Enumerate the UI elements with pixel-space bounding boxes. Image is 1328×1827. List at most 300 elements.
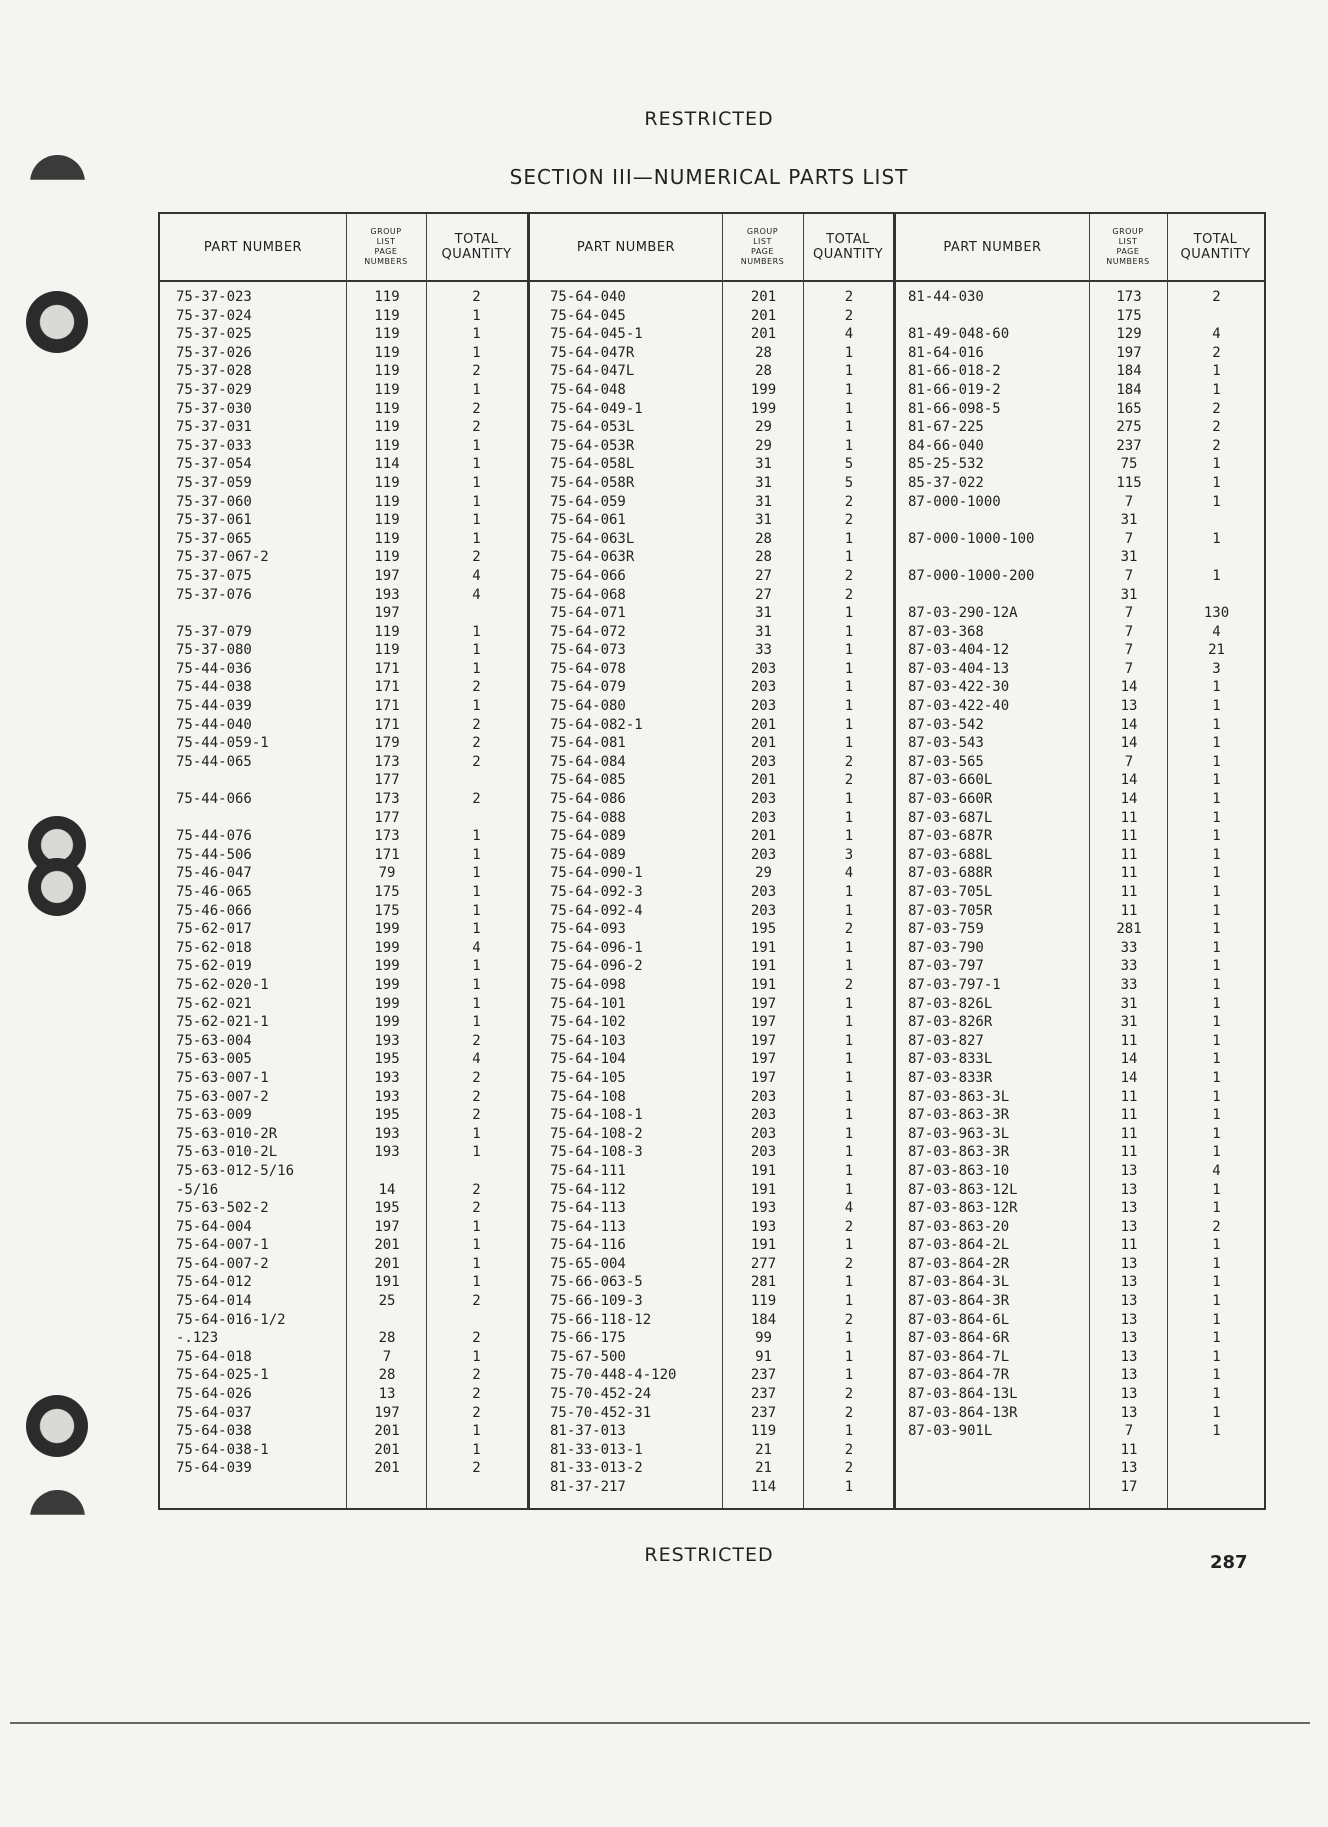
quantity-cell: 1 bbox=[472, 512, 481, 529]
group-page-cell: 191 bbox=[750, 1237, 777, 1254]
part-number-cell: 87-03-864-13L bbox=[908, 1386, 1018, 1403]
quantity-cell: 1 bbox=[472, 642, 481, 659]
group-page-cell: 193 bbox=[374, 1088, 400, 1105]
quantity-cell: 1 bbox=[472, 921, 481, 938]
quantity-cell: 1 bbox=[1212, 474, 1221, 491]
quantity-cell: 1 bbox=[1212, 753, 1221, 770]
quantity-cell: 1 bbox=[1212, 567, 1221, 584]
group-page-cell: 203 bbox=[750, 753, 777, 770]
quantity-cell: 1 bbox=[472, 1125, 481, 1142]
group-page-cell: 27 bbox=[755, 567, 772, 584]
quantity-cell: 2 bbox=[844, 567, 854, 584]
group-page-cell: 281 bbox=[1116, 921, 1142, 938]
page-edge-line bbox=[10, 1722, 1310, 1724]
part-number-cell: 75-64-025-1 bbox=[176, 1367, 269, 1384]
part-number-cell: 75-44-506 bbox=[176, 846, 252, 863]
part-number-cell: 87-03-422-30 bbox=[908, 679, 1010, 696]
group-page-cell: 275 bbox=[1116, 419, 1142, 436]
group-page-cell: 193 bbox=[374, 586, 400, 603]
part-number-cell: 75-64-073 bbox=[550, 642, 626, 659]
quantity-cell: 2 bbox=[472, 1032, 481, 1049]
part-number-cell: 75-37-079 bbox=[176, 623, 252, 640]
group-page-cell: 13 bbox=[1120, 1460, 1138, 1477]
quantity-cell: 1 bbox=[1212, 1125, 1221, 1142]
part-number-cell: 87-03-290-12A bbox=[908, 605, 1018, 622]
group-page-cell: 237 bbox=[750, 1367, 777, 1384]
part-number-cell: 75-64-045-1 bbox=[550, 326, 643, 343]
quantity-cell: 1 bbox=[844, 605, 854, 622]
part-number-cell: 81-66-019-2 bbox=[908, 381, 1001, 398]
part-number-cell: 75-64-063R bbox=[550, 549, 635, 566]
binder-hole bbox=[28, 858, 86, 916]
part-number-cell bbox=[908, 307, 1088, 326]
part-number-cell: 75-46-047 bbox=[176, 865, 252, 882]
group-page-cell: 173 bbox=[374, 753, 400, 770]
part-number-cell: 75-64-108-3 bbox=[550, 1144, 643, 1161]
group-page-cell: 171 bbox=[374, 716, 400, 733]
quantity-cell: 1 bbox=[472, 660, 481, 677]
quantity-cell: 4 bbox=[1212, 623, 1221, 640]
part-number-cell: 75-37-024 bbox=[176, 307, 252, 324]
part-number-cell: 75-62-017 bbox=[176, 921, 252, 938]
quantity-cell: 1 bbox=[1212, 456, 1221, 473]
group-page-cell: 175 bbox=[1116, 307, 1142, 324]
part-number-cell: 75-70-448-4-120 bbox=[550, 1367, 677, 1384]
quantity-cell bbox=[1171, 548, 1262, 567]
group-page-cell: 201 bbox=[750, 289, 777, 305]
part-number-cell: 75-64-108-1 bbox=[550, 1107, 643, 1124]
group-page-cell: 28 bbox=[755, 363, 772, 380]
part-number-cell: 75-64-072 bbox=[550, 623, 626, 640]
part-number-cell: 75-64-082-1 bbox=[550, 716, 643, 733]
quantity-cell: 1 bbox=[1212, 1014, 1221, 1031]
group-page-cell: 203 bbox=[750, 1088, 777, 1105]
quantity-cell: 4 bbox=[844, 326, 854, 343]
group-page-cell: 191 bbox=[374, 1274, 400, 1291]
quantity-cell: 1 bbox=[472, 1218, 481, 1235]
part-number-cell: 75-64-098 bbox=[550, 976, 626, 993]
group-page-cell: 114 bbox=[374, 456, 400, 473]
group-page-cell: 195 bbox=[374, 1200, 400, 1217]
group-page-cell: 191 bbox=[750, 939, 777, 956]
group-page-cell: 14 bbox=[1120, 716, 1138, 733]
quantity-cell: 1 bbox=[1212, 809, 1221, 826]
quantity-cell: 1 bbox=[472, 995, 481, 1012]
part-number-cell bbox=[908, 511, 1088, 530]
part-number-cell: 84-66-040 bbox=[908, 437, 984, 454]
group-page-cell: 27 bbox=[755, 586, 772, 603]
page-number: 287 bbox=[1210, 1552, 1248, 1573]
part-number-cell: 87-03-687L bbox=[908, 809, 993, 826]
group-page-cell: 175 bbox=[374, 884, 400, 900]
quantity-cell: 1 bbox=[844, 1274, 854, 1291]
group-page-cell: 11 bbox=[1120, 1441, 1138, 1458]
quantity-cell: 2 bbox=[844, 921, 854, 938]
part-number-cell: 87-03-863-3R bbox=[908, 1144, 1010, 1161]
group-page-cell: 201 bbox=[374, 1237, 400, 1254]
quantity-cell: 1 bbox=[844, 1144, 854, 1161]
group-page-cell: 237 bbox=[1116, 437, 1142, 454]
part-number-cell bbox=[176, 604, 344, 623]
group-page-cell: 171 bbox=[374, 846, 400, 863]
quantity-cell: 1 bbox=[1212, 381, 1221, 398]
part-number-cell: 75-37-067-2 bbox=[176, 549, 269, 566]
group-page-cell: 203 bbox=[750, 698, 777, 715]
quantity-cell: 2 bbox=[844, 289, 854, 305]
group-page-cell: 195 bbox=[374, 1051, 400, 1068]
group-divider bbox=[527, 214, 530, 1508]
group-page-cell: 11 bbox=[1120, 1032, 1138, 1049]
group-page-cell: 14 bbox=[1120, 1051, 1138, 1068]
group-page-cell: 14 bbox=[1120, 735, 1138, 752]
part-number-cell: 75-37-023 bbox=[176, 289, 252, 305]
group-page-cell: 173 bbox=[374, 828, 400, 845]
part-number-cell: 75-63-012-5/16 bbox=[176, 1162, 295, 1179]
quantity-column bbox=[807, 288, 891, 1497]
part-number-cell: 75-64-038 bbox=[176, 1423, 252, 1440]
quantity-cell: 1 bbox=[472, 307, 481, 324]
group-page-cell: 11 bbox=[1120, 1237, 1138, 1254]
part-number-cell: 75-37-065 bbox=[176, 530, 252, 547]
part-number-cell: 75-64-116 bbox=[550, 1237, 626, 1254]
group-page-cell: 119 bbox=[374, 549, 400, 566]
part-number-cell: 75-37-060 bbox=[176, 493, 252, 510]
quantity-cell: 1 bbox=[1212, 884, 1221, 900]
quantity-cell: 1 bbox=[844, 716, 854, 733]
quantity-cell: 1 bbox=[844, 1051, 854, 1068]
quantity-cell: 4 bbox=[844, 865, 854, 882]
group-page-cell: 193 bbox=[374, 1144, 400, 1161]
quantity-cell: 2 bbox=[472, 1088, 481, 1105]
header-part-number: PART NUMBER bbox=[203, 239, 303, 255]
part-number-cell: 75-44-066 bbox=[176, 791, 252, 808]
quantity-cell: 1 bbox=[1212, 828, 1221, 845]
quantity-cell: 1 bbox=[1212, 772, 1221, 789]
group-page-cell: 14 bbox=[1120, 1069, 1138, 1086]
quantity-cell: 1 bbox=[1212, 1255, 1221, 1272]
part-number-cell: 75-46-065 bbox=[176, 884, 252, 900]
part-number-cell: 75-37-025 bbox=[176, 326, 252, 343]
group-page-cell: 31 bbox=[1120, 549, 1138, 566]
part-number-cell: 75-37-075 bbox=[176, 567, 252, 584]
quantity-cell: 1 bbox=[472, 474, 481, 491]
group-page-cell: 193 bbox=[374, 1032, 400, 1049]
group-page-cell: 201 bbox=[750, 307, 777, 324]
part-number-cell: 75-64-026 bbox=[176, 1386, 252, 1403]
quantity-cell: 1 bbox=[472, 902, 481, 919]
part-number-cell: 75-64-068 bbox=[550, 586, 626, 603]
quantity-column bbox=[430, 288, 523, 1478]
group-page-cell: 129 bbox=[1116, 326, 1142, 343]
quantity-cell: 1 bbox=[844, 958, 854, 975]
header-group-list: GROUP LIST PAGE NUMBERS bbox=[1106, 227, 1150, 266]
quantity-cell: 1 bbox=[1212, 363, 1221, 380]
quantity-cell: 1 bbox=[1212, 1051, 1221, 1068]
quantity-cell: 1 bbox=[1212, 902, 1221, 919]
quantity-cell: 1 bbox=[472, 976, 481, 993]
quantity-cell: 1 bbox=[844, 884, 854, 900]
quantity-cell: 1 bbox=[472, 437, 481, 454]
group-page-cell: 201 bbox=[374, 1255, 400, 1272]
part-number-cell: 75-64-096-2 bbox=[550, 958, 643, 975]
group-page-cell: 14 bbox=[378, 1181, 396, 1198]
quantity-cell: 1 bbox=[1212, 1200, 1221, 1217]
quantity-cell: 1 bbox=[1212, 530, 1221, 547]
part-number-cell: 75-64-108 bbox=[550, 1088, 626, 1105]
group-divider bbox=[893, 214, 896, 1508]
part-number-cell: 75-65-004 bbox=[550, 1255, 626, 1272]
group-page-cell: 29 bbox=[755, 419, 772, 436]
binder-hole bbox=[30, 1490, 85, 1545]
part-number-cell: 75-64-080 bbox=[550, 698, 626, 715]
group-page-cell: 281 bbox=[750, 1274, 777, 1291]
quantity-cell: 2 bbox=[844, 1218, 854, 1235]
group-page-cell bbox=[350, 1162, 424, 1181]
group-page-cell: 193 bbox=[750, 1200, 777, 1217]
group-page-cell: 199 bbox=[374, 921, 400, 938]
group-page-cell: 31 bbox=[1120, 1014, 1138, 1031]
quantity-cell: 1 bbox=[844, 1125, 854, 1142]
quantity-cell: 2 bbox=[472, 735, 481, 752]
quantity-cell: 2 bbox=[472, 1386, 481, 1403]
quantity-cell: 1 bbox=[472, 1274, 481, 1291]
part-number-cell: 81-67-225 bbox=[908, 419, 984, 436]
group-page-cell: 13 bbox=[1120, 1330, 1138, 1347]
group-page-cell: 91 bbox=[755, 1348, 772, 1365]
group-page-cell: 119 bbox=[374, 623, 400, 640]
quantity-cell: 2 bbox=[844, 586, 854, 603]
part-number-cell: 81-33-013-2 bbox=[550, 1460, 643, 1477]
part-number-cell: 87-03-660R bbox=[908, 791, 993, 808]
group-page-cell: 119 bbox=[374, 307, 400, 324]
part-number-column bbox=[176, 288, 344, 1478]
quantity-cell: 1 bbox=[844, 1330, 854, 1347]
quantity-cell: 1 bbox=[844, 1162, 854, 1179]
group-page-cell: 14 bbox=[1120, 772, 1138, 789]
group-page-cell: 177 bbox=[374, 809, 400, 826]
group-page-cell: 119 bbox=[374, 437, 400, 454]
group-page-cell: 193 bbox=[750, 1218, 777, 1235]
part-number-cell: 75-64-108-2 bbox=[550, 1125, 643, 1142]
group-page-cell: 114 bbox=[750, 1479, 777, 1495]
quantity-cell: 2 bbox=[844, 512, 854, 529]
group-page-cell: 119 bbox=[374, 512, 400, 529]
part-number-cell: 75-64-079 bbox=[550, 679, 626, 696]
part-number-cell: 87-03-542 bbox=[908, 716, 984, 733]
quantity-cell: 1 bbox=[844, 1107, 854, 1124]
quantity-cell: 1 bbox=[1212, 698, 1221, 715]
part-number-cell bbox=[908, 548, 1088, 567]
part-number-cell: 75-64-016-1/2 bbox=[176, 1311, 286, 1328]
quantity-cell: 1 bbox=[1212, 1404, 1221, 1421]
quantity-cell: 1 bbox=[844, 679, 854, 696]
column-divider bbox=[346, 214, 347, 1508]
quantity-cell: 1 bbox=[844, 549, 854, 566]
quantity-cell: 1 bbox=[472, 884, 481, 900]
quantity-cell: 1 bbox=[844, 1348, 854, 1365]
quantity-cell: 1 bbox=[1212, 846, 1221, 863]
quantity-cell: 2 bbox=[472, 1293, 481, 1310]
quantity-cell: 21 bbox=[1208, 642, 1225, 659]
part-number-cell: 75-37-080 bbox=[176, 642, 252, 659]
part-number-cell: 75-63-005 bbox=[176, 1051, 252, 1068]
part-number-cell: 87-03-864-2L bbox=[908, 1237, 1010, 1254]
part-number-cell: 75-64-071 bbox=[550, 605, 626, 622]
group-page-cell: 11 bbox=[1120, 865, 1138, 882]
quantity-cell: 2 bbox=[844, 493, 854, 510]
group-page-cell: 119 bbox=[750, 1423, 777, 1440]
quantity-cell: 2 bbox=[472, 1367, 481, 1384]
part-number-cell: 85-25-532 bbox=[908, 456, 984, 473]
part-number-cell: 75-64-053R bbox=[550, 437, 635, 454]
quantity-cell: 2 bbox=[1212, 289, 1221, 305]
quantity-cell: 2 bbox=[844, 1255, 854, 1272]
part-number-cell: 75-64-063L bbox=[550, 530, 635, 547]
quantity-cell: 1 bbox=[472, 958, 481, 975]
part-number-cell: 75-44-040 bbox=[176, 716, 252, 733]
quantity-cell: 1 bbox=[844, 1014, 854, 1031]
column-divider bbox=[1167, 214, 1168, 1508]
group-page-cell: 277 bbox=[750, 1255, 777, 1272]
quantity-cell: 1 bbox=[844, 1088, 854, 1105]
quantity-cell: 1 bbox=[1212, 1069, 1221, 1086]
group-page-cell: 237 bbox=[750, 1386, 777, 1403]
group-page-cell: 199 bbox=[374, 995, 400, 1012]
quantity-cell: 130 bbox=[1203, 605, 1230, 622]
part-number-cell: 75-62-018 bbox=[176, 939, 252, 956]
quantity-cell: 1 bbox=[1212, 1423, 1221, 1440]
group-page-cell: 31 bbox=[1120, 512, 1138, 529]
part-number-cell: 75-64-061 bbox=[550, 512, 626, 529]
quantity-cell: 1 bbox=[844, 642, 854, 659]
group-page-cell: 25 bbox=[378, 1293, 396, 1310]
parts-table bbox=[158, 212, 1266, 1510]
quantity-cell: 1 bbox=[472, 1441, 481, 1458]
part-number-cell: 75-46-066 bbox=[176, 902, 252, 919]
quantity-cell: 5 bbox=[844, 456, 854, 473]
quantity-cell: 1 bbox=[844, 363, 854, 380]
header-total-quantity: TOTAL QUANTITY bbox=[812, 232, 884, 262]
group-page-cell: 11 bbox=[1120, 809, 1138, 826]
quantity-cell: 2 bbox=[472, 363, 481, 380]
group-page-cell: 197 bbox=[374, 1404, 400, 1421]
quantity-cell: 1 bbox=[1212, 716, 1221, 733]
part-number-cell: 87-03-368 bbox=[908, 623, 984, 640]
quantity-cell: 1 bbox=[1212, 958, 1221, 975]
quantity-cell: 2 bbox=[472, 1069, 481, 1086]
group-page-cell: 11 bbox=[1120, 1088, 1138, 1105]
part-number-cell: 81-64-016 bbox=[908, 344, 984, 361]
group-page-cell: 184 bbox=[1116, 363, 1142, 380]
group-page-cell: 13 bbox=[1120, 1218, 1138, 1235]
part-number-cell: 87-03-688L bbox=[908, 846, 993, 863]
part-number-cell: 75-44-038 bbox=[176, 679, 252, 696]
group-page-cell: 33 bbox=[755, 642, 772, 659]
quantity-cell: 1 bbox=[844, 1293, 854, 1310]
part-number-column bbox=[550, 288, 720, 1497]
header-part-number: PART NUMBER bbox=[576, 239, 676, 255]
part-number-cell: 87-03-864-3L bbox=[908, 1274, 1010, 1291]
group-page-cell: 13 bbox=[1120, 1367, 1138, 1384]
group-page-cell: 199 bbox=[374, 958, 400, 975]
quantity-cell: 2 bbox=[1212, 437, 1221, 454]
part-number-column bbox=[908, 288, 1088, 1441]
quantity-cell: 1 bbox=[844, 1069, 854, 1086]
quantity-cell: 4 bbox=[472, 1051, 481, 1068]
quantity-cell: 1 bbox=[844, 530, 854, 547]
group-page-column bbox=[726, 288, 801, 1497]
group-page-cell: 21 bbox=[755, 1460, 772, 1477]
restricted-marking-top: RESTRICTED bbox=[644, 108, 774, 130]
part-number-cell: 75-37-054 bbox=[176, 456, 252, 473]
part-number-cell: 87-03-963-3L bbox=[908, 1125, 1010, 1142]
group-page-cell: 201 bbox=[750, 326, 777, 343]
quantity-cell: 1 bbox=[1212, 1144, 1221, 1161]
quantity-cell: 2 bbox=[472, 1181, 481, 1198]
part-number-cell: 75-64-040 bbox=[550, 289, 626, 305]
group-page-cell: 13 bbox=[1120, 1162, 1138, 1179]
group-page-cell: 119 bbox=[374, 474, 400, 491]
group-page-cell: 203 bbox=[750, 902, 777, 919]
part-number-cell: 75-70-452-24 bbox=[550, 1386, 652, 1403]
group-page-cell: 203 bbox=[750, 660, 777, 677]
part-number-cell: 75-63-009 bbox=[176, 1107, 252, 1124]
part-number-cell: 87-03-687R bbox=[908, 828, 993, 845]
part-number-cell: 75-64-089 bbox=[550, 846, 626, 863]
part-number-cell: 75-44-059-1 bbox=[176, 735, 269, 752]
quantity-cell: 1 bbox=[1212, 1274, 1221, 1291]
header-part-number: PART NUMBER bbox=[943, 239, 1042, 255]
part-number-cell: 75-64-084 bbox=[550, 753, 626, 770]
part-number-cell: 87-03-404-13 bbox=[908, 660, 1010, 677]
part-number-cell: 75-64-007-2 bbox=[176, 1255, 269, 1272]
part-number-cell: 75-64-059 bbox=[550, 493, 626, 510]
part-number-cell: 75-64-088 bbox=[550, 809, 626, 826]
group-page-cell: 199 bbox=[374, 1014, 400, 1031]
group-page-cell: 17 bbox=[1120, 1479, 1138, 1495]
part-number-cell: 87-03-864-3R bbox=[908, 1293, 1010, 1310]
quantity-cell: 1 bbox=[844, 1367, 854, 1384]
group-page-cell: 13 bbox=[1120, 1293, 1138, 1310]
group-page-cell: 11 bbox=[1120, 1144, 1138, 1161]
quantity-cell: 1 bbox=[1212, 1311, 1221, 1328]
part-number-cell: 87-03-864-13R bbox=[908, 1404, 1018, 1421]
part-number-cell: 87-03-543 bbox=[908, 735, 984, 752]
part-number-cell: 75-63-502-2 bbox=[176, 1200, 269, 1217]
quantity-cell: 1 bbox=[1212, 735, 1221, 752]
quantity-cell: 1 bbox=[844, 995, 854, 1012]
part-number-cell: 85-37-022 bbox=[908, 474, 984, 491]
quantity-cell: 3 bbox=[1212, 660, 1221, 677]
part-number-cell: 75-64-090-1 bbox=[550, 865, 643, 882]
quantity-cell: 1 bbox=[1212, 1293, 1221, 1310]
group-page-cell: 193 bbox=[374, 1125, 400, 1142]
part-number-cell: 75-64-078 bbox=[550, 660, 626, 677]
group-page-cell: 184 bbox=[1116, 381, 1142, 398]
group-page-cell: 13 bbox=[1120, 1200, 1138, 1217]
quantity-cell: 4 bbox=[1212, 326, 1221, 343]
group-page-cell: 197 bbox=[750, 995, 777, 1012]
quantity-cell bbox=[1171, 586, 1262, 605]
part-number-cell: 75-64-111 bbox=[550, 1162, 626, 1179]
quantity-cell: 1 bbox=[472, 381, 481, 398]
group-page-cell: 203 bbox=[750, 809, 777, 826]
group-page-cell: 197 bbox=[750, 1051, 777, 1068]
group-page-cell: 28 bbox=[378, 1367, 396, 1384]
group-page-cell: 119 bbox=[374, 363, 400, 380]
part-number-cell: 75-64-047L bbox=[550, 363, 635, 380]
quantity-cell bbox=[1171, 511, 1262, 530]
